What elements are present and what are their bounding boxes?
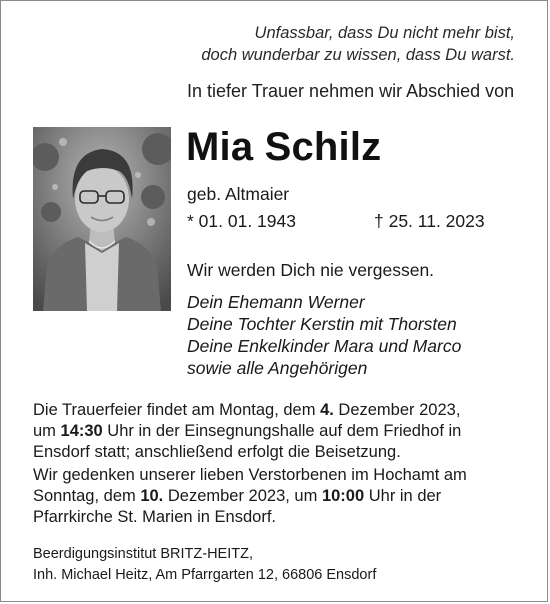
funeral-line: Die Trauerfeier findet am Montag, dem 4. Dezember 2023, bbox=[33, 401, 461, 419]
funeral-info bbox=[33, 400, 533, 463]
mass-line: Pfarrkirche St. Marien in Ensdorf. bbox=[33, 508, 277, 526]
birth-date: * 01. 01. 1943 bbox=[187, 211, 296, 231]
quote-line: Unfassbar, dass Du nicht mehr bist, bbox=[254, 24, 515, 42]
funeral-line: um 14:30 Uhr in der Einsegnungshalle auf dem Friedhof in bbox=[33, 422, 462, 440]
death-date: † 25. 11. 2023 bbox=[374, 211, 485, 231]
mourner-line: Deine Tochter Kerstin mit Thorsten bbox=[187, 314, 457, 334]
mass-time: 10:00 bbox=[321, 487, 365, 505]
mourner-line: Deine Enkelkinder Mara und Marco bbox=[187, 336, 462, 356]
quote-line: doch wunderbar zu wissen, dass Du warst. bbox=[201, 46, 515, 64]
mourner-line: sowie alle Angehörigen bbox=[187, 358, 368, 378]
farewell-line: Wir werden Dich nie vergessen. bbox=[187, 260, 435, 280]
mass-day: 10. bbox=[140, 487, 164, 505]
funeral-day: 4. bbox=[320, 401, 334, 419]
mass-line: Wir gedenken unserer lieben Verstorbenen im Hochamt am bbox=[33, 466, 467, 484]
portrait-photo bbox=[33, 127, 171, 311]
memorial-quote bbox=[201, 22, 515, 66]
funeral-time: 14:30 bbox=[60, 422, 103, 440]
mourner-line: Dein Ehemann Werner bbox=[187, 292, 365, 312]
birth-name: geb. Altmaier bbox=[187, 184, 290, 204]
funeral-line: Ensdorf statt; anschließend erfolgt die Beisetzung. bbox=[33, 443, 401, 461]
undertaker-address: Inh. Michael Heitz, Am Pfarrgarten 12, 66806 Ensdorf bbox=[33, 567, 377, 583]
undertaker-name: Beerdigungsinstitut BRITZ-HEITZ, bbox=[33, 546, 253, 562]
undertaker-info bbox=[33, 544, 533, 586]
mass-info bbox=[33, 465, 533, 528]
mass-line: Sonntag, dem 10. Dezember 2023, um 10:00 Uhr in der bbox=[33, 487, 442, 505]
intro-text: In tiefer Trauer nehmen wir Abschied von bbox=[187, 81, 515, 101]
mourners-list bbox=[187, 291, 461, 379]
deceased-name: Mia Schilz bbox=[186, 125, 382, 169]
